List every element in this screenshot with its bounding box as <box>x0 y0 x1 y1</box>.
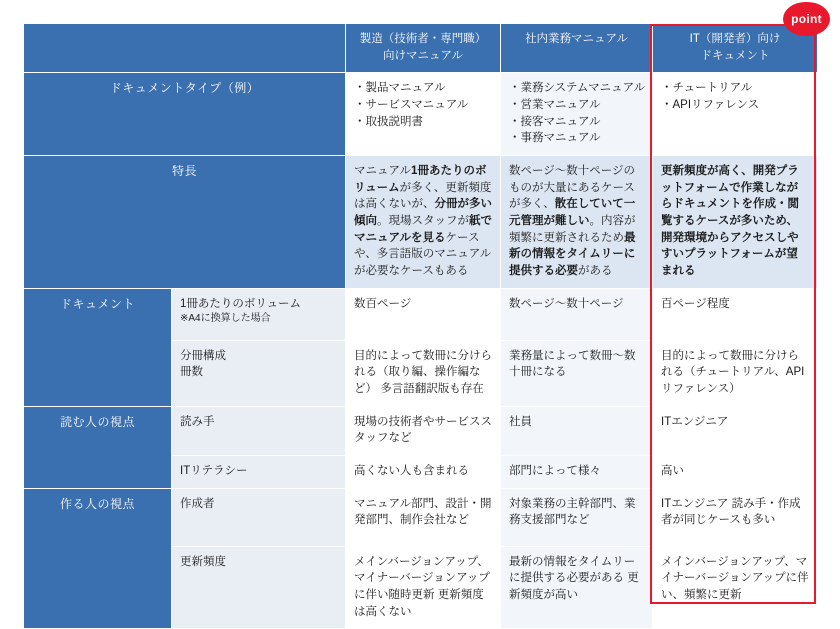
list-item: ・取扱説明書 <box>354 115 423 128</box>
table-header-row <box>24 24 818 73</box>
column-header-manufacturing <box>346 24 501 73</box>
row-label-doctype: ドキュメントタイプ（例） <box>24 73 346 156</box>
column-header-internal <box>501 24 653 73</box>
cell-reader-manufacturing: 現場の技術者やサービススタッフなど <box>346 406 501 455</box>
table-row-author <box>24 488 818 546</box>
column-header-manufacturing-line2: 向けマニュアル <box>382 49 464 62</box>
cell-literacy-internal: 部門によって様々 <box>501 456 653 489</box>
cell-doctype-it <box>653 73 818 156</box>
row-label-creator-view: 作る人の視点 <box>24 488 172 629</box>
column-header-it-line1: IT（開発者）向け <box>689 33 781 45</box>
sub-label-volume-text: 1冊あたりのボリューム <box>180 297 302 310</box>
cell-doctype-internal <box>501 73 653 156</box>
cell-reader-it: ITエンジニア <box>653 406 818 455</box>
table-row-volume <box>24 288 818 340</box>
cell-author-it <box>653 488 818 546</box>
cell-doctype-manufacturing <box>346 73 501 156</box>
list-item: ・業務システムマニュアル <box>509 82 646 95</box>
column-header-internal-line1: 社内業務マニュアル <box>524 33 629 45</box>
comparison-table <box>23 23 818 629</box>
list-item: ・APIリファレンス <box>661 99 760 112</box>
cell-text: ITエンジニア <box>661 497 729 510</box>
column-header-it-line2: ドキュメント <box>700 49 770 62</box>
list-item: ・営業マニュアル <box>509 99 601 112</box>
cell-reader-internal: 社員 <box>501 406 653 455</box>
list-item: ・接客マニュアル <box>509 115 601 128</box>
cell-text: 目的によって数冊に分けられる（取り編、操作編など） <box>354 349 492 396</box>
row-label-reader-view: 読む人の視点 <box>24 406 172 488</box>
cell-update-it: メインバージョンアップ、マイナーバージョンアップに伴い、頻繁に更新 <box>653 546 818 629</box>
sub-label-split <box>172 340 346 406</box>
cell-volume-manufacturing: 数百ページ <box>346 288 501 340</box>
sub-label-update-frequency: 更新頻度 <box>172 546 346 629</box>
list-item: ・製品マニュアル <box>354 82 446 95</box>
row-label-document: ドキュメント <box>24 288 172 406</box>
cell-text: 更新頻度は高くない <box>354 589 484 618</box>
cell-volume-it: 百ページ程度 <box>653 288 818 340</box>
list-item: ・サービスマニュアル <box>354 99 469 112</box>
cell-split-manufacturing <box>346 340 501 406</box>
cell-text: メインバージョンアップ、マイナーバージョンアップに伴い随時更新 <box>354 555 490 602</box>
column-header-manufacturing-line1: 製造（技術者・専門職） <box>359 33 487 45</box>
cell-author-internal: 対象業務の主幹部門、業務支援部門など <box>501 488 653 546</box>
cell-split-it: 目的によって数冊に分けられる（チュートリアル、APIリファレンス） <box>653 340 818 406</box>
point-badge: point <box>783 2 830 36</box>
cell-update-manufacturing <box>346 546 501 629</box>
cell-text: 更新頻度が高い <box>509 572 639 602</box>
list-item: ・チュートリアル <box>661 82 753 95</box>
cell-volume-internal: 数ページ～数十ページ <box>501 288 653 340</box>
sub-label-split-line1: 分冊構成 <box>180 349 226 362</box>
cell-update-internal <box>501 546 653 629</box>
list-item: ・事務マニュアル <box>509 132 601 145</box>
header-blank-cell <box>24 24 346 73</box>
row-label-features: 特長 <box>24 156 346 289</box>
sub-label-reader: 読み手 <box>172 406 346 455</box>
sub-label-volume-note: ※A4に換算した場合 <box>180 313 271 325</box>
cell-text: 読み手・作成者が同じケースも多い <box>661 497 801 527</box>
cell-features-manufacturing: マニュアル1冊あたりのボリュームが多く、更新頻度は高くないが、分冊が多い傾向。現場スタッフが紙でマニュアルを見るケースや、多言語版のマニュアルが必要なケースもある <box>346 156 501 289</box>
cell-features-internal: 数ページ～数十ページのものが大量にあるケースが多く、散在していて一元管理が難しい。内容が頻繁に更新されるため最新の情報をタイムリーに提供する必要がある <box>501 156 653 289</box>
cell-split-internal: 業務量によって数冊～数十冊になる <box>501 340 653 406</box>
table-row-features <box>24 156 818 289</box>
table-row-reader <box>24 406 818 455</box>
table-row-doctype <box>24 73 818 156</box>
sub-label-split-line2: 冊数 <box>180 366 203 379</box>
cell-literacy-manufacturing: 高くない人も含まれる <box>346 456 501 489</box>
cell-literacy-it: 高い <box>653 456 818 489</box>
cell-author-manufacturing: マニュアル部門、設計・開発部門、制作会社など <box>346 488 501 546</box>
sub-label-author: 作成者 <box>172 488 346 546</box>
sub-label-volume <box>172 288 346 340</box>
sub-label-literacy: ITリテラシー <box>172 456 346 489</box>
cell-features-it: 更新頻度が高く、開発プラットフォームで作業しながらドキュメントを作成・閲覧するケースが多いため、開発環境からアクセスしやすいプラットフォームが望まれる <box>653 156 818 289</box>
cell-text: 最新の情報をタイムリーに提供する必要がある <box>509 555 636 585</box>
cell-text: 多言語翻訳版も存在 <box>380 383 484 396</box>
